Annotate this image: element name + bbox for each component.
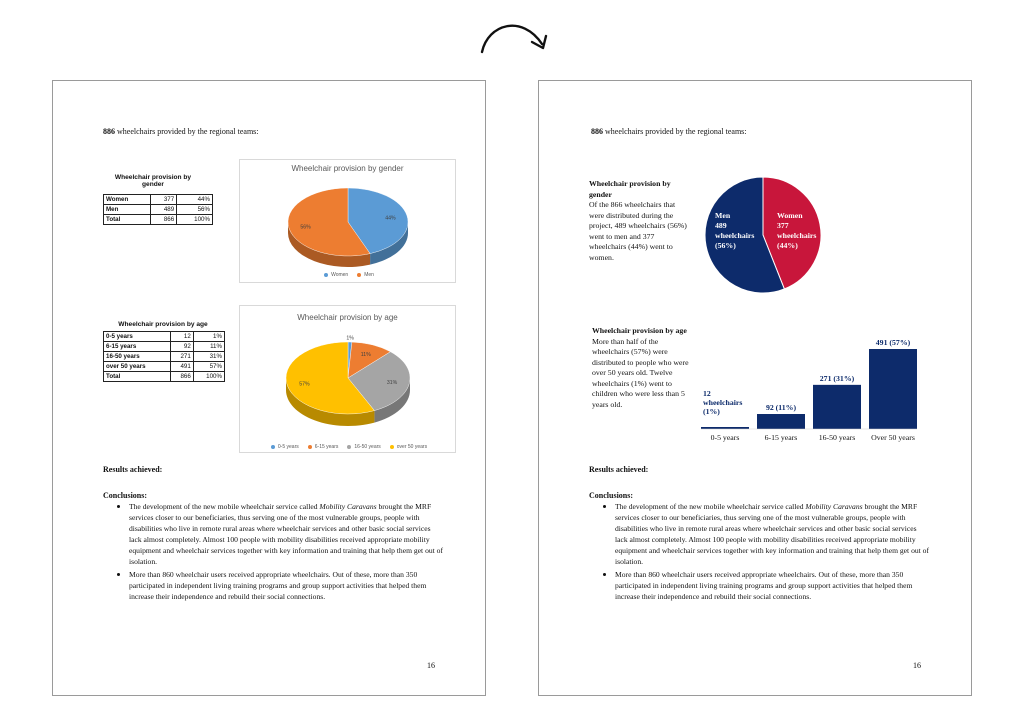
gender-table-caption: Wheelchair provision by gender [114,174,192,188]
age-table [103,331,225,382]
chart-title: Wheelchair provision by gender [291,164,404,173]
legend-label: Men [364,272,374,278]
conclusions-list [115,501,445,604]
age-description [592,326,692,410]
legend-label: 16-50 years [354,444,381,450]
table-cell-pct: 100% [193,372,224,382]
table-cell-pct: 44% [177,195,213,205]
table-cell-label: 16-50 years [104,352,171,362]
list-item-text: More than 860 wheelchair users received appropriate wheelchairs. Out of these, more than 350 participated in independent living training programs and group support activities that helped them increase their independence and rebuild their social connections. [129,570,427,601]
table-cell-label: Men [104,205,151,215]
list-item [115,501,445,567]
legend-entry [354,272,374,278]
legend-entry [321,272,348,278]
legend-entry [268,444,299,450]
age-heading: Wheelchair provision by age [592,326,687,335]
pie-slice-label: 57% [299,381,310,388]
conclusions-heading: Conclusions: [103,491,148,500]
table-cell-label: over 50 years [104,362,171,372]
age-pie-svg [240,324,457,444]
table-row [104,352,225,362]
legend-label: over 50 years [396,444,428,450]
pie-slice-label: 56% [300,224,311,231]
list-item [601,501,931,567]
bar-value-label: wheelchairs [703,398,743,407]
slice-label-line: wheelchairs [715,231,755,240]
bar-value-label: 92 (11%) [765,403,797,413]
list-item-text: brought the MRF services closer to our beneficiaries, thus serving one of the most vulnerable groups, people with disabilities who live in remote rural areas where wheelchair services and other basic social services lack almost completely. Almost 100 people with mobility disabilities received appropriate mobility equipment and wheelchair services together with key information and training that help them get out of isolation. [615,502,929,566]
table-row [104,205,213,215]
intro-count: 886 [103,127,115,136]
bar [757,414,805,429]
table-cell-count: 491 [170,362,193,372]
table-row [104,195,213,205]
table-cell-pct: 31% [193,352,224,362]
pie-slice-label: 44% [385,215,396,222]
table-cell-pct: 100% [177,215,213,225]
table-cell-label: 0-5 years [104,332,171,342]
legend-label: 0-5 years [277,444,299,450]
table-row [104,332,225,342]
table-cell-count: 866 [150,215,176,225]
age-pie-chart [239,305,456,453]
pie-slice-label: 1% [346,335,354,342]
bar-value-label: (1%) [703,407,720,416]
table-cell-count: 271 [170,352,193,362]
list-item-text: More than 860 wheelchair users received appropriate wheelchairs. Out of these, more than 350 participated in independent living training programs and group support activities that helped them increase their independence and rebuild their social connections. [615,570,913,601]
page-number: 16 [427,661,435,670]
bar-category-label: 16-50 years [818,433,856,442]
gender-pie-svg [240,172,457,282]
table-cell-pct: 11% [193,342,224,352]
legend-swatch [357,273,361,277]
slice-label-line: Men [715,211,731,220]
bar-category-label: 6-15 years [764,433,798,442]
table-row [104,342,225,352]
slice-label-line: 489 [715,221,727,230]
list-item-text: brought the MRF services closer to our beneficiaries, thus serving one of the most vulnerable groups, people with disabilities who live in remote rural areas where wheelchair services and other basic social services lack almost completely. Almost 100 people with mobility disabilities received appropriate mobility equipment and wheelchair services together with key information and training that help them get out of isolation. [129,502,443,566]
gender-table [103,194,213,225]
legend-entry [387,444,427,450]
bar-category-label: Over 50 years [871,433,915,442]
legend-label: 6-15 years [314,444,339,450]
list-item-emphasis: Mobility Caravans [805,502,863,511]
table-row [104,215,213,225]
pie-slice-label: 11% [360,352,371,359]
table-cell-count: 489 [150,205,176,215]
legend-entry [344,444,380,450]
legend-swatch [347,445,351,449]
table-cell-pct: 57% [193,362,224,372]
table-cell-count: 377 [150,195,176,205]
bar-value-label: 491 (57%) [875,338,911,347]
right-document-page [538,80,972,696]
list-item [601,569,931,602]
list-item-text: The development of the new mobile wheelchair service called [129,502,320,511]
slice-label-line: wheelchairs [777,231,817,240]
table-cell-label: Total [104,372,171,382]
age-table-caption: Wheelchair provision by age [118,321,208,328]
slice-label-line: Women [777,211,803,220]
intro-text: wheelchairs provided by the regional teams: [603,127,747,136]
results-heading: Results achieved: [589,465,649,474]
legend-entry [305,444,339,450]
table-cell-count: 12 [170,332,193,342]
list-item-text: The development of the new mobile wheelchair service called [615,502,806,511]
chart-legend [240,272,455,278]
left-document-page [52,80,486,696]
pie-slice-label: 31% [386,380,398,387]
results-heading: Results achieved: [103,465,163,474]
table-cell-label: Total [104,215,151,225]
table-cell-pct: 1% [193,332,224,342]
conclusions-heading: Conclusions: [589,491,634,500]
chart-title: Wheelchair provision by age [297,313,398,322]
table-row [104,372,225,382]
table-cell-pct: 56% [177,205,213,215]
men-slice-label [715,211,754,251]
page-number: 16 [913,661,921,670]
gender-description [589,179,689,263]
chart-legend [240,444,455,450]
intro-line [591,127,747,136]
gender-heading: Wheelchair provision by gender [589,179,671,199]
table-cell-label: Women [104,195,151,205]
table-cell-count: 92 [170,342,193,352]
legend-swatch [324,273,328,277]
intro-text: wheelchairs provided by the regional teams: [115,127,259,136]
age-text: More than half of the wheelchairs (57%) were distributed to people who were over 50 years old. Twelve wheelchairs (1%) went to children who were less than 5 years old. [592,336,689,409]
slice-label-line: (44%) [777,241,798,250]
bar [813,385,861,429]
bar-category-label: 0-5 years [710,433,740,442]
table-row [104,362,225,372]
legend-swatch [390,445,394,449]
age-bar-chart [699,329,939,449]
bar [869,349,917,429]
slice-label-line: 377 [777,221,789,230]
intro-count: 886 [591,127,603,136]
conclusions-list [601,501,931,604]
women-slice-label [777,211,816,251]
bar-value-label: 12 [703,389,711,398]
gender-pie-chart [239,159,456,283]
table-cell-count: 866 [170,372,193,382]
legend-label: Women [331,272,349,278]
gender-text: Of the 866 wheelchairs that were distributed during the project, 489 wheelchairs (56%) went to men and 377 wheelchairs (44%) went to women. [589,200,687,262]
list-item-emphasis: Mobility Caravans [319,502,377,511]
table-cell-label: 6-15 years [104,342,171,352]
legend-swatch [271,445,275,449]
slice-label-line: (56%) [715,241,736,250]
intro-line [103,127,259,136]
bar-value-label: 271 (31%) [819,373,855,383]
legend-swatch [308,445,312,449]
list-item [115,569,445,602]
curved-arrow-icon [470,10,560,60]
